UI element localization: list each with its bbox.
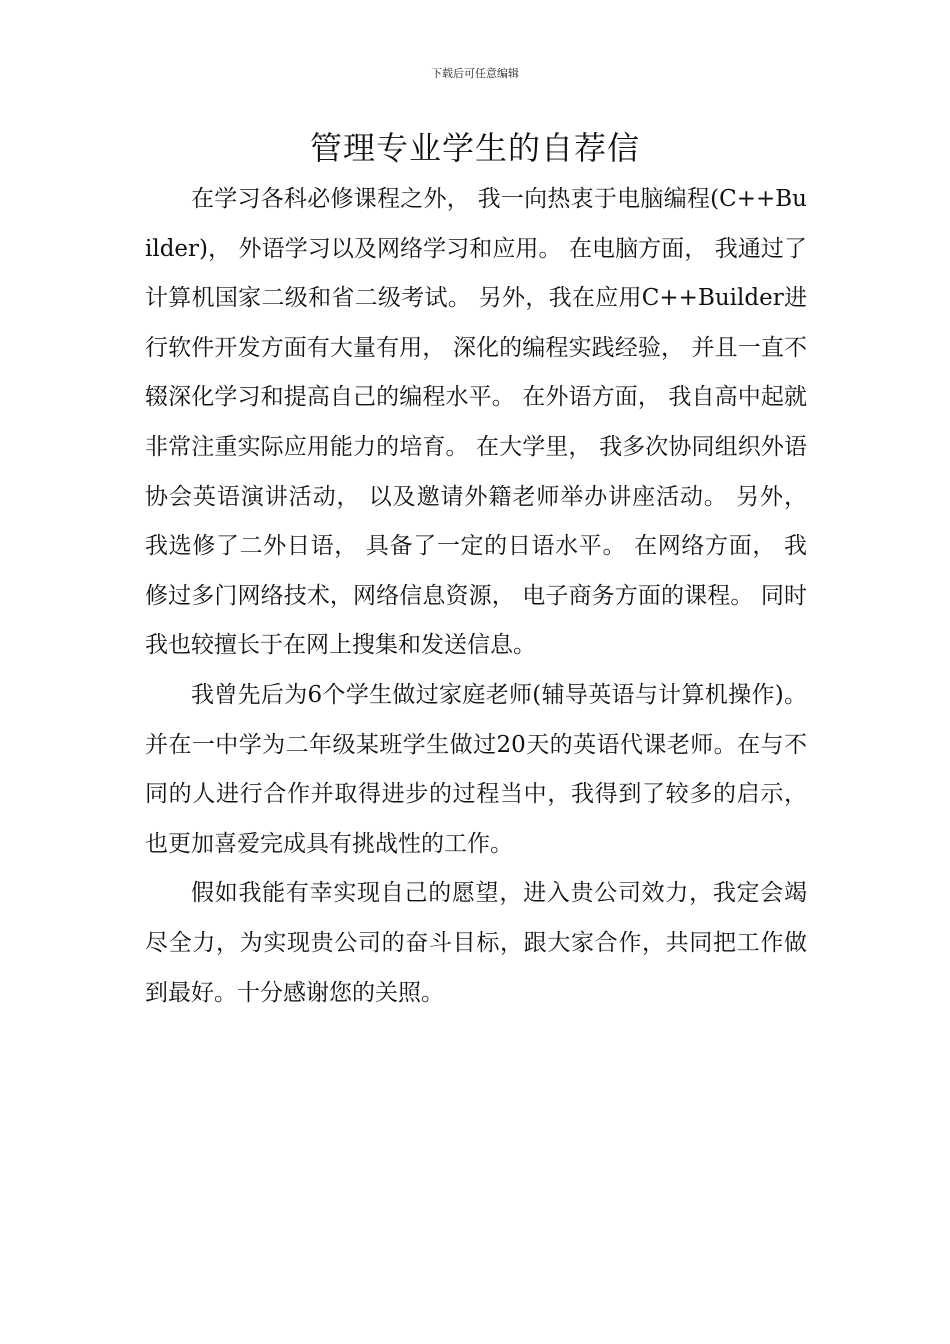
paragraph-skills: 在学习各科必修课程之外， 我一向热衷于电脑编程(C++Builder)， 外语学习以及网络学习和应用。 在电脑方面， 我通过了计算机国家二级和省二级考试。 另外，我在应用C++Builder进行软件开发方面有大量有用， 深化的编程实践经验， 并且一直不辍深化学习和提高自己的编程水平。 在外语方面， 我自高中起就非常注重实际应用能力的培育。 在大学里， 我多次协同组织外语协会英语演讲活动， 以及邀请外籍老师举办讲座活动。 另外， 我选修了二外日语， 具备了一定的日语水平。 在网络方面， 我修过多门网络技术，网络信息资源， 电子商务方面的课程。 同时我也较擅长于在网上搜集和发送信息。 xyxy=(145,186,807,659)
paragraph-closing: 假如我能有幸实现自己的愿望，进入贵公司效力，我定会竭尽全力，为实现贵公司的奋斗目标，跟大家合作，共同把工作做到最好。十分感谢您的关照。 xyxy=(145,880,807,1006)
document-title: 管理专业学生的自荐信 xyxy=(309,129,640,167)
header-note: 下载后可任意编辑 xyxy=(431,67,519,80)
letter-body xyxy=(145,175,807,1018)
paragraph-experience: 我曾先后为6个学生做过家庭老师(辅导英语与计算机操作)。并在一中学为二年级某班学生做过20天的英语代课老师。在与不同的人进行合作并取得进步的过程当中，我得到了较多的启示，也更加喜爱完成具有挑战性的工作。 xyxy=(145,681,807,857)
